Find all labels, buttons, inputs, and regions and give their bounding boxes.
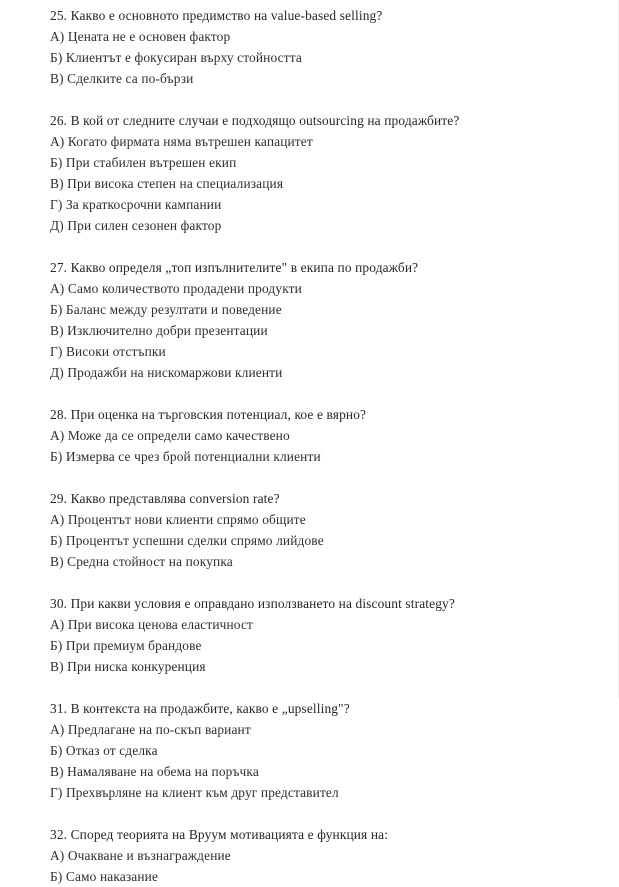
question-text: 27. Какво определя „топ изпълнителите" в екипа по продажби? (50, 260, 419, 275)
answer-option[interactable]: В) Намаляване на обема на поръчка (50, 764, 259, 779)
answer-option[interactable]: В) Изключително добри презентации (50, 323, 268, 338)
question-block (50, 593, 619, 677)
answer-option[interactable]: Б) Баланс между резултати и поведение (50, 302, 282, 317)
answer-option[interactable]: Д) При силен сезонен фактор (50, 218, 222, 233)
answer-option[interactable]: Г) Високи отстъпки (50, 344, 166, 359)
question-block (50, 5, 619, 89)
answer-option[interactable]: А) Когато фирмата няма вътрешен капацитет (50, 134, 313, 149)
answer-option[interactable]: Г) Прехвърляне на клиент към друг представител (50, 785, 339, 800)
answer-option[interactable]: Г) За краткосрочни кампании (50, 197, 222, 212)
question-block (50, 110, 619, 236)
answer-option[interactable]: Б) Измерва се чрез брой потенциални клиенти (50, 449, 321, 464)
answer-option[interactable]: В) Средна стойност на покупка (50, 554, 233, 569)
question-block (50, 404, 619, 467)
answer-option[interactable]: А) Само количеството продадени продукти (50, 281, 302, 296)
answer-option[interactable]: А) Може да се определи само качествено (50, 428, 290, 443)
answer-option[interactable]: Б) Клиентът е фокусиран върху стойността (50, 50, 302, 65)
answer-option[interactable]: А) Предлагане на по-скъп вариант (50, 722, 251, 737)
answer-option[interactable]: В) При ниска конкуренция (50, 659, 206, 674)
answer-option[interactable]: А) При висока ценова еластичност (50, 617, 254, 632)
question-block (50, 257, 619, 383)
answer-option[interactable]: Б) Процентът успешни сделки спрямо лийдове (50, 533, 324, 548)
question-text: 25. Какво е основното предимство на value-based selling? (50, 8, 383, 23)
answer-option[interactable]: Б) Отказ от сделка (50, 743, 158, 758)
question-block (50, 488, 619, 572)
question-list (50, 5, 619, 887)
answer-option[interactable]: В) При висока степен на специализация (50, 176, 284, 191)
question-text: 28. При оценка на търговския потенциал, кое е вярно? (50, 407, 367, 422)
answer-option[interactable]: А) Процентът нови клиенти спрямо общите (50, 512, 306, 527)
answer-option[interactable]: Б) Само наказание (50, 869, 159, 884)
question-block (50, 698, 619, 803)
answer-option[interactable]: А) Цената не е основен фактор (50, 29, 231, 44)
answer-option[interactable]: Б) При стабилен вътрешен екип (50, 155, 237, 170)
question-text: 31. В контекста на продажбите, какво е „upselling"? (50, 701, 350, 716)
answer-option[interactable]: В) Сделките са по-бързи (50, 71, 194, 86)
question-text: 32. Според теорията на Вруум мотивацията е функция на: (50, 827, 389, 842)
question-text: 29. Какво представлява conversion rate? (50, 491, 280, 506)
question-text: 30. При какви условия е оправдано използването на discount strategy? (50, 596, 455, 611)
question-block (50, 824, 619, 887)
question-text: 26. В кой от следните случаи е подходящо outsourcing на продажбите? (50, 113, 460, 128)
answer-option[interactable]: Д) Продажби на нискомаржови клиенти (50, 365, 283, 380)
answer-option[interactable]: Б) При премиум брандове (50, 638, 202, 653)
answer-option[interactable]: А) Очакване и възнаграждение (50, 848, 231, 863)
